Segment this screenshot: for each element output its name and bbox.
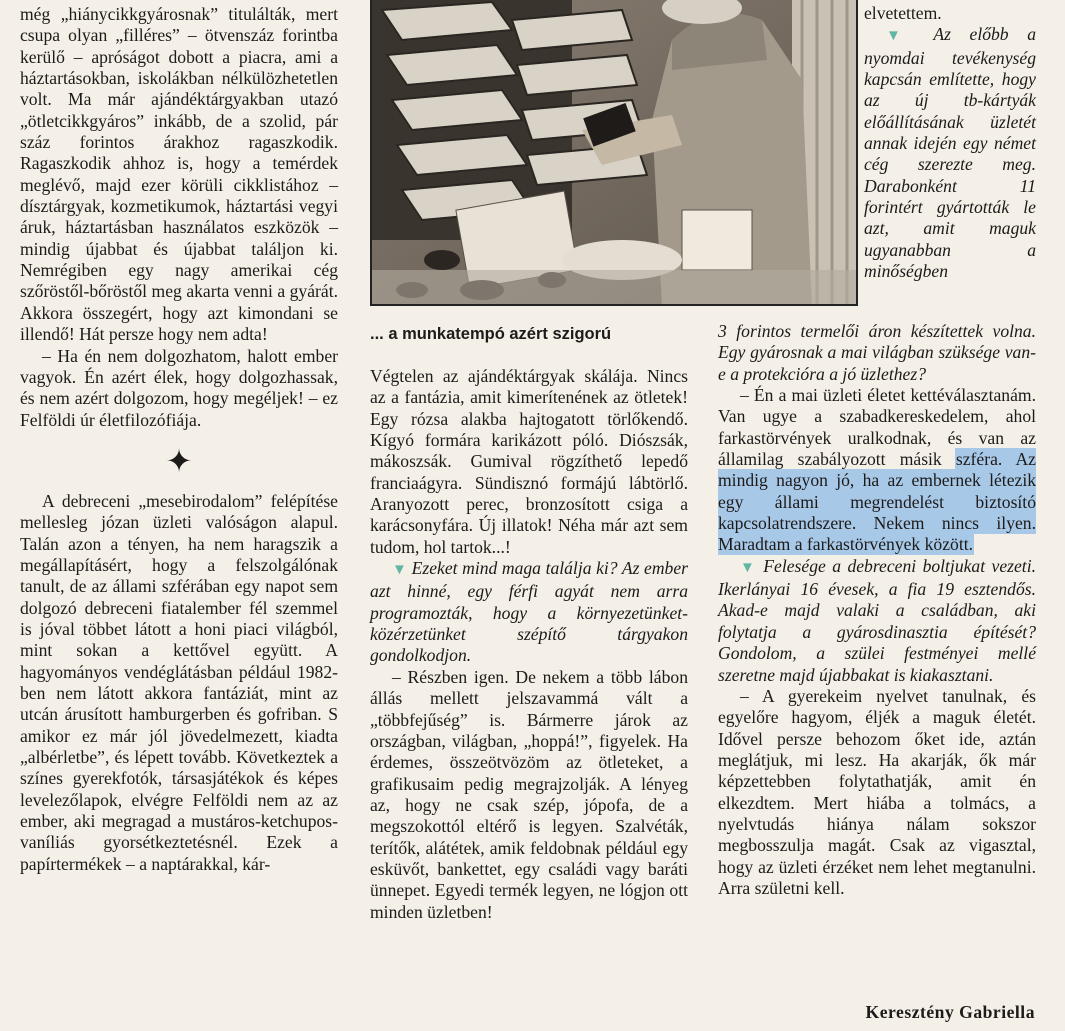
author-byline: Keresztény Gabriella [865,1002,1035,1022]
left-paragraph-3: A debreceni „mesebirodalom” felépítése mellesleg józan üzleti valóságon alapul. Talán azon a tényen, ha nem haragszik a megállapításért, hogy a felszolgálónak tanult, de az állami szférában egy napot sem dolgozó debreceni fiatalember fél szemmel is jóval többet látott a honi piaci világból, mint sokan a kettővel együtt. A hagyományos vendéglátásban például 1982-ben nem látott akkora fantáziát, mint az utcán árusított hamburgerben és gofriban. S amikor ez már jól jövedelmezett, kiadta „albérletbe”, és lépett tovább. Következtek a színes gyerekfotók, társasjátékok és képes levelezőlapok, elvégre Felföldi nem az az ember, aki megragad a mustáros-ketchupos-vaníliás gyorsétkeztetésnél. Ezek a papírtermékek – a naptárakkal, kár- [20,490,338,874]
left-column [20,4,338,875]
separator-ornament: ✦ [165,441,193,480]
right-column [718,321,1036,899]
right-column-top [864,3,1036,282]
workshop-photo [370,0,858,306]
middle-paragraph-2: – Részben igen. De nekem a több lábon állás mellett jelszavammá vált a „többfejűség” is. Bármerre járok az országban, világban, „hoppá!”, figyelek. Ha érdemes, összeötvözöm az ötleteket, a grafikusaim pedig megrajzolják. A lényeg az, hogy ne csak szép, jópofa, de a megszokottól eltérő is legyen. Szalvéták, terítők, alátétek, amik feldobnak például egy esküvőt, bankettet, egy családi vagy baráti ünnepet. Egyedi termék legyen, ne lógjon ott minden üzletben! [370,666,688,922]
right-question-2 [718,556,1036,686]
middle-paragraph-1: Végtelen az ajándéktárgyak skálája. Nincs az a fantázia, amit kimerítenének az ötletek! Egy rózsa alakba hajtogatott törlőkendő. Kígyó formára karikázott póló. Diószsák, mákoszsák. Gumival rögzíthető lepedő franciaágyra. Sündisznó formájú lábtörlő. Aranyozott perec, bronzosított csiga a karácsonyfára. Új illatok! Néha már azt sem tudom, hol tartok...! [370,366,688,557]
right-answer-1 [718,385,1036,556]
right-question-2-text: Felesége a debreceni boltjukat vezeti. Ikerlányai 16 évesek, a fia 19 esztendős. Akad-e majd valaki a családban, aki folytatja a gyárosdinasztia építését? Gondolom, a szülei festményei mellé szeretne majd újabbakat is kiakasztani. [718,555,1036,685]
right-answer-2: – A gyerekeim nyelvet tanulnak, és egyelőre hagyom, éljék a maguk életét. Idővel persze behozom őket ide, aztán meglátjuk, mi lesz. Ha akarják, ők már képzettebben folytathatják, amit én elkezdtem. Mert hiába a tolmács, a nyelvtudás hiánya nálam sokszor megbosszulja magát. Csak az vigasztal, hogy az üzleti érzéket nem lehet megtanulni. Arra születni kell. [718,685,1036,898]
right-answer-1-text: – Én a mai üzleti életet kettéválasztanám. Van ugye a szabadkereskedelem, ahol farkastörvények uralkodnak, és van az államilag szabályozott másik [718,385,1036,470]
middle-question-1 [370,558,688,667]
highlighted-text-selection[interactable]: szféra. Az mindig nagyon jó, ha az embernek létezik egy állami megrendelést biztosító kapcsolatrendszere. Nekem nincs ilyen. Maradtam a farkastörvények között. [718,449,1036,555]
right-top-question [864,24,1036,282]
workshop-photo-illustration [372,0,858,306]
question-marker-icon: ▼ [886,28,916,45]
left-paragraph-2: – Ha én nem dolgozhatom, halott ember vagyok. Én azért élek, hogy dolgozhassak, és nem azért dolgozom, hogy megéljek! – ez Felföldi úr életfilozófiája. [20,345,338,430]
middle-question-1-text: Ezeket mind maga találja ki? Az ember azt hinné, egy férfi agyát nem arra programozták, hogy a környezetünket-közérzetünket szépítő tárgyakon gondolkodjon. [370,558,688,666]
right-question-1-end: 3 forintos termelői áron készítettek volna. Egy gyárosnak a mai világban szüksége van-e a protekcióra a jó üzlethez? [718,321,1036,384]
right-top-question-text: Az előbb a nyomdai tevékenység kapcsán említette, hogy az új tb-kártyák előállításának üzletét annak idején egy német cég szerezte meg. Darabonként 11 forintért gyártották le azt, amit maguk ugyanabban a minőségben [864,24,1036,282]
question-marker-icon: ▼ [740,559,757,576]
photo-caption: ... a munkatempó azért szigorú [370,325,612,343]
left-paragraph-1: még „hiánycikkgyárosnak” titulálták, mert csupa olyan „filléres” – ötvenszáz forintba kerülő – apróságot dobott a piacra, ami a háztartásokban, iskolákban nélkülözhetetlen volt. Ma már ajándéktárgyakban utazó „ötletcikkgyáros” inkább, de a szolid, pár száz forintos árakhoz ragaszkodik. Ragaszkodik ahhoz is, hogy a temérdek meglévő, majd ezer körüli cikklistához – dísztárgyak, kozmetikumok, háztartási vegyi áruk, háztartásban használatos eszközök – mindig újabbat és újabbat találjon ki. Nemrégiben egy nagy amerikai cég szőröstől-bőröstől meg akarta venni a gyárát. Akkora összegért, hogy azt kimondani se illendő! Hát persze hogy nem adta! [20,4,338,345]
middle-column [370,366,688,923]
right-top-paragraph-1: elvetettem. [864,3,942,23]
question-marker-icon: ▼ [392,562,408,579]
